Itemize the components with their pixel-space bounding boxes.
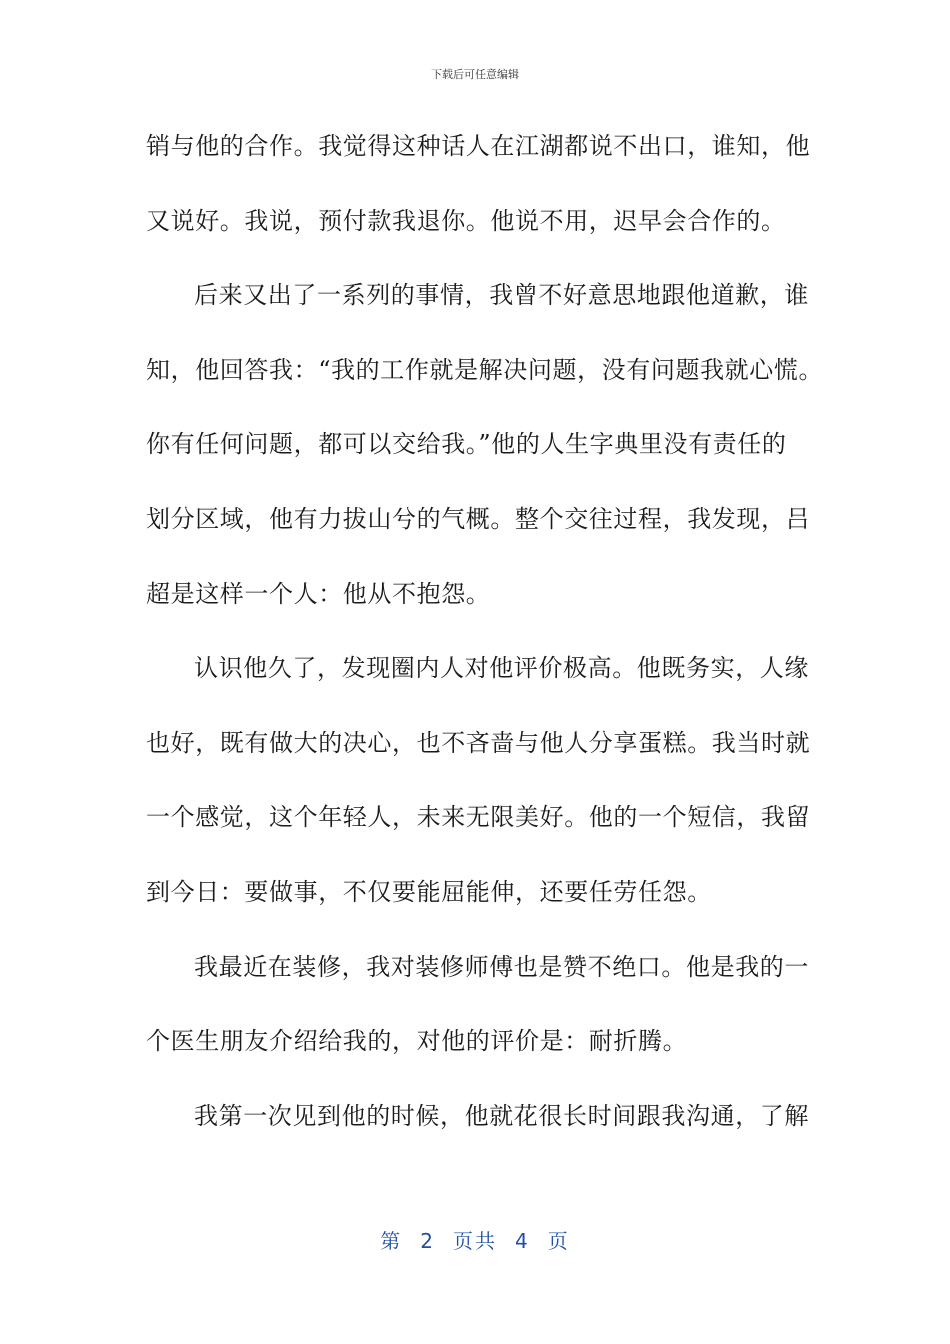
page-number-current: 2	[420, 1229, 435, 1253]
text-line: 超是这样一个人：他从不抱怨。	[146, 579, 491, 608]
text-line: 个医生朋友介绍给我的，对他的评价是：耐折腾。	[146, 1027, 688, 1056]
paragraph-start: 我第一次见到他的时候，他就花很长时间跟我沟通，了解	[194, 1101, 809, 1130]
text-line: 知，他回答我：“我的工作就是解决问题，没有问题我就心慌。	[146, 355, 824, 384]
document-body	[146, 120, 824, 1164]
paragraph-start: 后来又出了一系列的事情，我曾不好意思地跟他道歉，谁	[194, 281, 809, 310]
page-footer	[0, 1225, 950, 1254]
page-suffix: 页	[547, 1229, 570, 1253]
text-line: 又说好。我说，预付款我退你。他说不用，迟早会合作的。	[146, 206, 786, 235]
text-line: 一个感觉，这个年轻人，未来无限美好。他的一个短信，我留	[146, 803, 811, 832]
page-mid: 页共	[453, 1229, 497, 1253]
text-line: 也好，既有做大的决心，也不吝啬与他人分享蛋糕。我当时就	[146, 728, 811, 757]
page-header: 下载后可任意编辑	[431, 68, 519, 81]
text-line: 你有任何问题，都可以交给我。”他的人生字典里没有责任的	[146, 430, 787, 459]
text-line: 到今日：要做事，不仅要能屈能伸，还要任劳任怨。	[146, 877, 712, 906]
page-number-total: 4	[515, 1229, 530, 1253]
paragraph-start: 我最近在装修，我对装修师傅也是赞不绝口。他是我的一	[194, 952, 809, 981]
paragraph-start: 认识他久了，发现圈内人对他评价极高。他既务实，人缘	[194, 654, 809, 683]
text-line: 销与他的合作。我觉得这种话人在江湖都说不出口，谁知，他	[146, 132, 811, 160]
text-line: 划分区域，他有力拔山兮的气概。整个交往过程，我发现，吕	[146, 504, 811, 533]
page-prefix: 第	[380, 1229, 403, 1253]
